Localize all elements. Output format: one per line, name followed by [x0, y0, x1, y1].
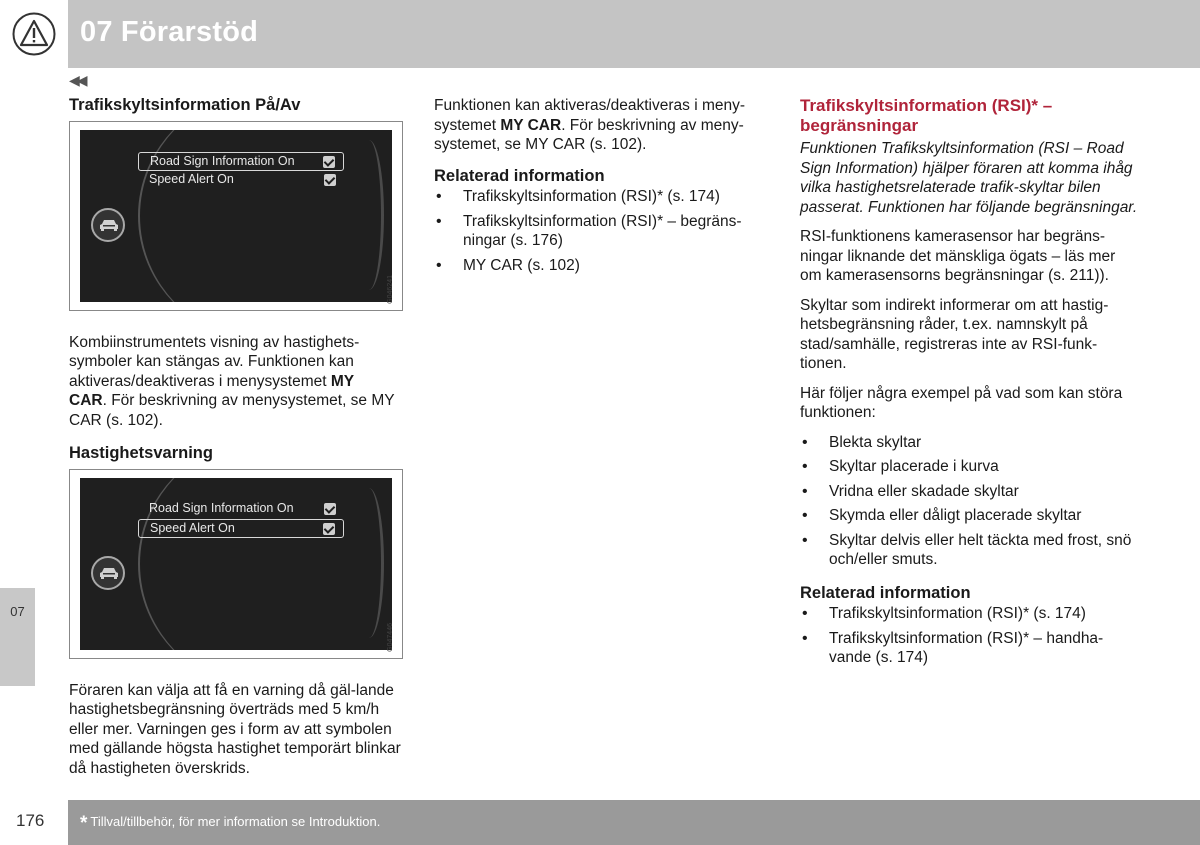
display-figure — [69, 469, 403, 659]
examples-list — [800, 433, 1140, 570]
page-number: 176 — [16, 811, 45, 830]
menu-row-label: Road Sign Information On — [149, 500, 294, 515]
column-1 — [69, 96, 404, 788]
instrument-screen — [80, 478, 392, 650]
screen-arc-right — [354, 488, 384, 638]
paragraph: Funktionen kan aktiveras/deaktiveras i meny-systemet MY CAR. För beskrivning av meny-systemet, se MY CAR (s. 102). — [434, 97, 746, 153]
list-item: • Skyltar placerade i kurva — [800, 457, 1140, 477]
section-heading: Trafikskyltsinformation På/Av — [69, 96, 301, 114]
menu-row-road-sign — [138, 152, 344, 171]
chapter-side-tab-label: 07 — [10, 604, 25, 619]
related-link[interactable]: • Trafikskyltsinformation (RSI)* (s. 174) — [800, 604, 1140, 624]
chapter-side-tab[interactable] — [0, 588, 35, 686]
related-links-list — [434, 187, 764, 275]
car-icon — [91, 208, 125, 242]
checkbox-checked-icon — [323, 156, 335, 168]
paragraph: Föraren kan välja att få en varning då gäl-lande hastighetsbegränsning överträds med 5 km/h eller mer. Varningen ges i form av att symbolen med gällande högsta hastighet temporärt blinkar då hastigheten överskrids. — [69, 681, 401, 777]
section-heading: Hastighetsvarning — [69, 444, 213, 462]
related-link[interactable]: • Trafikskyltsinformation (RSI)* (s. 174) — [434, 187, 764, 207]
related-link[interactable]: • Trafikskyltsinformation (RSI)* – begräns-ningar (s. 176) — [434, 212, 764, 251]
menu-row-label: Speed Alert On — [149, 171, 234, 186]
checkbox-checked-icon — [324, 174, 336, 186]
header-icon-box — [0, 0, 68, 68]
paragraph: Kombiinstrumentets visning av hastighets-symboler kan stängas av. Funktionen kan aktiveras/deaktiveras i menysystemet MY CAR. För beskrivning av menysystemet, se MY CAR (s. 102). — [69, 333, 395, 429]
display-figure — [69, 121, 403, 311]
checkbox-checked-icon — [324, 503, 336, 515]
related-info-heading: Relaterad information — [800, 583, 971, 602]
related-link[interactable]: • MY CAR (s. 102) — [434, 256, 764, 276]
instrument-screen — [80, 130, 392, 302]
menu-row-road-sign — [138, 500, 344, 519]
paragraph: Här följer några exempel på vad som kan störa funktionen: — [800, 384, 1123, 421]
figure-code: G046241 — [386, 274, 394, 304]
column-2 — [434, 96, 764, 285]
asterisk: * — [80, 813, 88, 834]
list-item: • Skyltar delvis eller helt täckta med frost, snö och/eller smuts. — [800, 531, 1140, 570]
column-3 — [800, 96, 1140, 678]
list-item: • Skymda eller dåligt placerade skyltar — [800, 506, 1140, 526]
paragraph: Skyltar som indirekt informerar om att hastig-hetsbegränsning råder, t.ex. namnskylt på stad/samhälle, registreras inte av RSI-funk-tionen. — [800, 296, 1109, 372]
screen-arc-right — [354, 140, 384, 290]
paragraph: RSI-funktionens kamerasensor har begräns-ningar liknande det mänskliga ögats – läs mer om kamerasensorns begränsningar (s. 211)). — [800, 228, 1116, 284]
checkbox-checked-icon — [323, 523, 335, 535]
menu-row-speed-alert — [138, 171, 344, 190]
menu-row-label: Speed Alert On — [150, 520, 235, 535]
intro-paragraph: Funktionen Trafikskyltsinformation (RSI – Road Sign Information) hjälper föraren att komma ihåg vilka hastighetsrelaterade trafik-skyltar bilen passerat. Funktionen har följande begränsningar. — [800, 140, 1138, 216]
list-item: • Vridna eller skadade skyltar — [800, 482, 1140, 502]
related-links-list — [800, 604, 1140, 668]
menu-row-speed-alert — [138, 519, 344, 538]
list-item: • Blekta skyltar — [800, 433, 1140, 453]
figure-code: G047446 — [386, 622, 394, 652]
car-icon — [91, 556, 125, 590]
footer-note-text: Tillval/tillbehör, för mer information se Introduktion. — [90, 814, 381, 829]
footer-note — [80, 813, 380, 835]
page-header — [0, 0, 1200, 68]
section-title: Trafikskyltsinformation (RSI)* – begränsningar — [800, 96, 1053, 135]
warning-triangle-icon — [12, 12, 56, 56]
related-link[interactable]: • Trafikskyltsinformation (RSI)* – handha-vande (s. 174) — [800, 629, 1140, 668]
related-info-heading: Relaterad information — [434, 166, 605, 185]
menu-row-label: Road Sign Information On — [150, 153, 295, 168]
chapter-title: 07 Förarstöd — [80, 16, 259, 48]
previous-page-arrows[interactable]: ◀◀ — [69, 72, 85, 88]
